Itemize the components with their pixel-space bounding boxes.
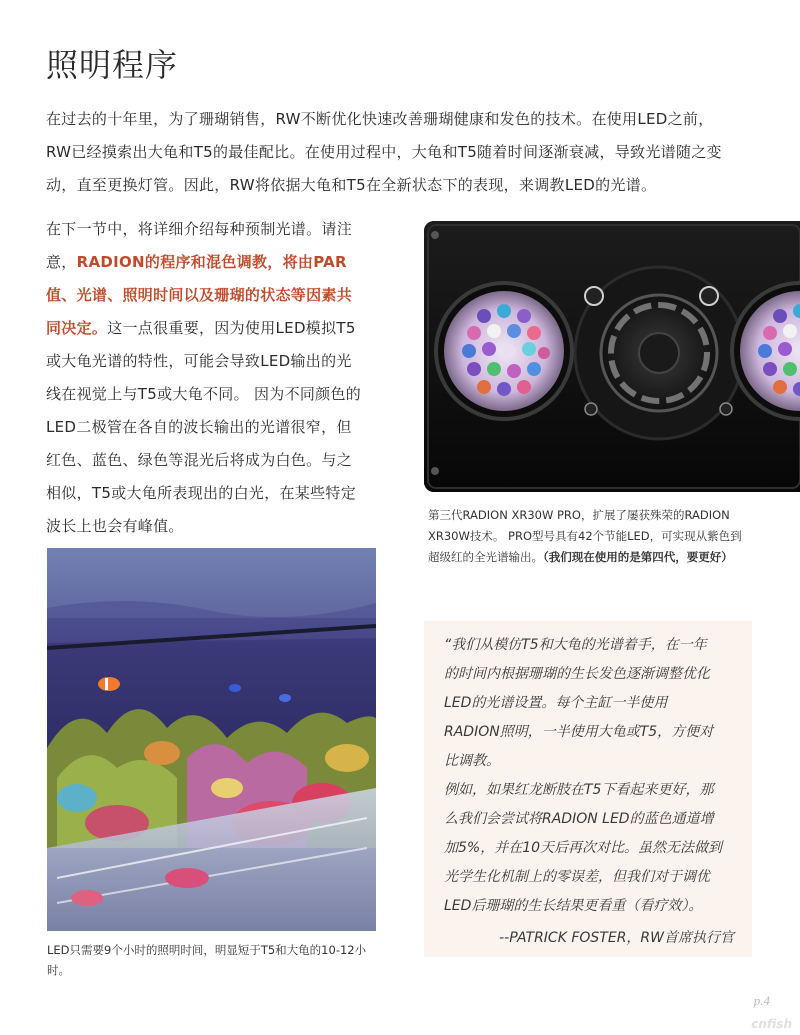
caption-line: 第三代RADION XR30W PRO，扩展了屡获殊荣的RADION [428,508,730,522]
intro-line: RW已经摸索出大龟和T5的最佳配比。在使用过程中，大龟和T5随着时间逐渐衰减，导致光谱随之变 [46,143,722,161]
caption-bold-note: （我们现在使用的是第四代，要更好） [543,550,733,564]
quote-box [424,621,752,957]
quote-line: “我们从模仿T5和大龟的光谱着手，在一年 [444,637,707,653]
quote-line: 光学生化机制上的零误差，但我们对于调优 [444,869,710,885]
quote-line: 的时间内根据珊瑚的生长发色逐渐调整优化 [444,666,710,682]
body-line: 在下一节中，将详细介绍每种预制光谱。请注 [46,220,353,238]
page-number: p.4 [753,993,770,1008]
intro-line: 在过去的十年里，为了珊瑚销售，RW不断优化快速改善珊瑚健康和发色的技术。在使用LED之前， [46,110,714,128]
body-line: 相似，T5或大龟所表现出的白光，在某些特定 [46,484,357,502]
caption-line [428,547,768,568]
quote-line: 加5%，并在10天后再次对比。虽然无法做到 [444,840,723,856]
tank-caption: LED只需要9个小时的照明时间，明显短于T5和大龟的10-12小时。 [47,943,367,977]
watermark-text: cnfish [751,1017,792,1031]
quote-text [444,631,744,921]
body-line [46,312,386,345]
intro-line: 动，直至更换灯管。因此，RW将依据大龟和T5在全新状态下的表现，来调教LED的光谱。 [46,176,657,194]
quote-line: 么我们会尝试将RADION LED的蓝色通道增 [444,811,714,827]
page-title: 照明程序 [46,46,179,84]
intro-paragraph [46,103,758,202]
quote-line: LED的光谱设置。每个主缸一半使用 [444,695,668,711]
body-line: 线在视觉上与T5或大龟不同。 因为不同颜色的 [46,385,362,403]
quote-line: 例如，如果红龙断肢在T5下看起来更好，那 [444,782,714,798]
radion-fixture-photo [424,221,800,492]
highlight-line: 值、光谱、照明时间以及珊瑚的状态等因素共 [46,286,353,304]
body-line: 波长上也会有峰值。 [46,517,184,535]
highlight-text: RADION的程序和混色调教，将由PAR [76,253,347,271]
body-text: 意， [46,253,77,271]
quote-line: 比调教。 [444,753,500,769]
quote-line: RADION照明，一半使用大龟或T5，方便对 [444,724,714,740]
coral-tank-photo [47,548,376,931]
coral-tank-illustration [47,548,376,931]
highlight-text: 同决定。 [46,319,108,337]
radion-fixture-illustration [424,221,800,492]
body-paragraph [46,213,386,543]
body-line: LED二极管在各自的波长输出的光谱很窄，但 [46,418,352,436]
quote-line: LED后珊瑚的生长结果更看重（看疗效）。 [444,898,703,914]
quote-author: --PATRICK FOSTER，RW首席执行官 [499,930,734,946]
body-line: 或大龟光谱的特性，可能会导致LED输出的光 [46,352,352,370]
body-line [46,246,386,279]
caption-line: XR30W技术。 PRO型号具有42个节能LED，可实现从紫色到 [428,529,742,543]
caption-text: 超级红的全光谱输出。 [428,550,543,564]
fixture-caption [428,505,768,568]
body-text: 这一点很重要，因为使用LED模拟T5 [107,319,356,337]
body-line: 红色、蓝色、绿色等混光后将成为白色。与之 [46,451,353,469]
